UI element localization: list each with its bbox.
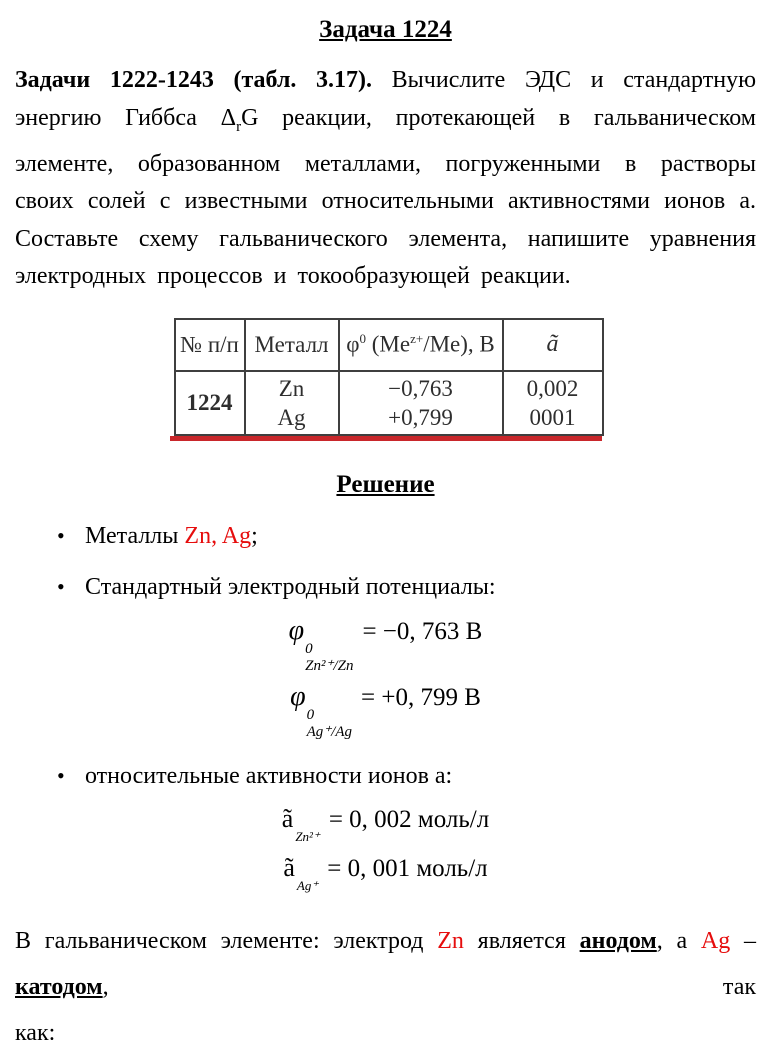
bullet-standard-potentials <box>57 574 756 601</box>
cell-problem-number: 1224 <box>175 371 245 435</box>
conclusion-paragraph <box>15 918 756 1010</box>
phi-ag-script <box>307 708 352 739</box>
cell-activities <box>503 371 603 435</box>
conclusion-text-3: , а <box>656 927 701 954</box>
potential-header-supz: z+ <box>410 331 424 347</box>
potential-zn: −0,763 <box>388 375 453 401</box>
formula-potential-zn <box>15 615 756 673</box>
bullet-metals-text <box>85 523 258 550</box>
page-title-text: Задача 1224 <box>319 16 452 43</box>
conclusion-text-2: является <box>463 927 580 954</box>
cell-metals <box>245 371 339 435</box>
bullet-metals-names: Zn, Ag <box>184 522 252 549</box>
metals-table <box>174 318 604 436</box>
col-header-number: № п/п <box>175 319 245 371</box>
formula-potential-ag <box>15 681 756 739</box>
activity-zn: 0,002 <box>526 375 579 401</box>
formula-activity-ag <box>15 853 756 894</box>
activity-zn-value: = 0, 002 моль/л <box>328 805 490 833</box>
table-header-row <box>175 319 603 371</box>
conclusion-text-4: – <box>730 927 757 954</box>
phi-symbol: φ <box>288 614 305 646</box>
conclusion-text-5: , так <box>102 973 756 1000</box>
phi-zn-value: = −0, 763 В <box>362 617 483 645</box>
potential-header-phi: φ <box>346 332 360 358</box>
activity-ag-value: = 0, 001 моль/л <box>327 854 488 882</box>
phi-zn-sub: Zn²⁺/Zn <box>305 657 354 674</box>
phi-zn-sup: 0 <box>305 640 313 657</box>
bullet-dot-icon: • <box>57 573 65 599</box>
bullet-dot-icon: • <box>57 522 65 548</box>
col-header-activity <box>503 319 603 371</box>
intro-text-1: Вычислите ЭДС и стандартную энергию Гиббса Δ <box>15 67 756 131</box>
phi-zn-script <box>305 642 353 673</box>
bullet-metals <box>57 523 756 550</box>
conclusion-anode: анодом <box>579 927 657 954</box>
bullet-metals-end: ; <box>251 522 258 549</box>
problem-data-table <box>174 318 598 441</box>
potential-formulas-block <box>15 615 756 739</box>
solution-heading <box>15 471 756 499</box>
table-data-row <box>175 371 603 435</box>
potential-ag: +0,799 <box>388 404 453 430</box>
intro-text-2: G реакции, протекающей в гальваническом элементе, образованном металлами, погруженными в растворы своих солей с известными относительными активностями ионов а. Составьте схему гальванического элемента, напишите уравнения электродных процессов и токообразующей реакции. <box>15 104 756 290</box>
phi-ag-sub: Ag⁺/Ag <box>306 723 353 740</box>
table-red-underline <box>170 436 602 441</box>
potential-header-me: (Me <box>366 332 411 358</box>
activity-header-symbol: ã <box>546 331 559 358</box>
metal-ag: Ag <box>277 404 306 430</box>
phi-ag-value: = +0, 799 В <box>361 683 481 711</box>
conclusion-cathode: катодом <box>15 973 103 1000</box>
cell-potentials <box>339 371 503 435</box>
activity-formulas-block <box>15 804 756 894</box>
activity-ag-sub: Ag⁺ <box>296 877 319 893</box>
a-tilde-symbol: ã <box>283 852 295 882</box>
a-tilde-symbol: ã <box>281 803 294 833</box>
bullet-standard-potentials-text: Стандартный электродный потенциалы: <box>85 573 496 600</box>
formula-activity-zn <box>15 804 756 845</box>
potential-header-unit: /Me), В <box>423 332 495 358</box>
phi-ag-sup: 0 <box>306 706 315 723</box>
bullet-relative-activities <box>57 763 756 790</box>
col-header-metal: Металл <box>245 319 339 371</box>
conclusion-paragraph-line2 <box>15 1010 756 1056</box>
col-header-potential <box>339 319 503 371</box>
bullet-metals-label: Металлы <box>85 522 185 549</box>
potential-header-sup0: 0 <box>359 331 367 347</box>
conclusion-zn: Zn <box>437 927 464 954</box>
page-title <box>15 16 756 44</box>
activity-zn-sub: Zn²⁺ <box>295 828 320 844</box>
activity-ag: 0001 <box>529 404 576 430</box>
conclusion-text-6: как: <box>15 1019 56 1046</box>
bullet-relative-activities-text: относительные активности ионов а: <box>85 762 453 789</box>
intro-paragraph <box>15 62 756 296</box>
solution-heading-text: Решение <box>336 470 435 498</box>
gibbs-r-subscript: r <box>236 118 242 135</box>
phi-symbol: φ <box>290 680 306 712</box>
intro-lead: Задачи 1222-1243 (табл. 3.17). <box>15 67 373 93</box>
conclusion-ag: Ag <box>700 927 731 954</box>
metal-zn: Zn <box>278 375 305 401</box>
bullet-dot-icon: • <box>57 762 65 788</box>
conclusion-text-1: В гальваническом элементе: электрод <box>15 927 438 954</box>
